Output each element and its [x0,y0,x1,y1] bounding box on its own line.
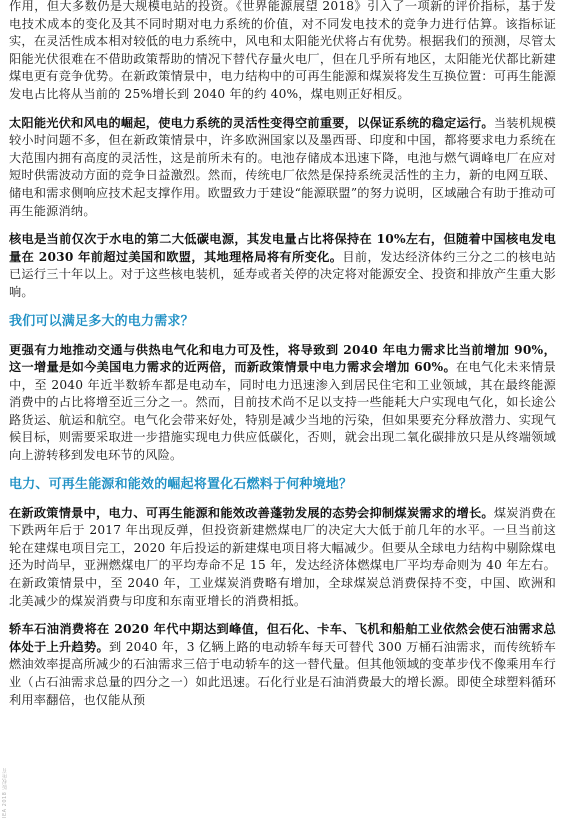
paragraph-gap [9,302,556,313]
paragraph-lead: 轿车石油消费将在 2020 年代中期达到峰值，但石化、卡车、飞机和船舶工业依然会使石油需求总体处于上升趋势。 [9,622,556,654]
copyright-side-mark: IEA 2018 版权所有 [2,767,8,818]
paragraph-gap [9,494,556,505]
paragraph-lead: 太阳能光伏和风电的崛起，使电力系统的灵活性变得空前重要，以保证系统的稳定运行。 [9,115,494,130]
paragraph-text: 作用，但大多数仍是大规模电站的投资。《世界能源展望 2018》引入了一项新的评价指标，基于发电技术成本的变化及其不同时期对电力系统的价值，对不同发电技术的竞争力进行估算。该指标证实，在灵活性成本相对较低的电力系统中，风电和太阳能光伏将占有优势。根据我们的预测，尽管太阳能光伏很难在不借助政策帮助的情况下替代存量火电厂，但在几乎所有地区，太阳能光伏都比新建煤电更有竞争优势。在新政策情景中，电力结构中的可再生能源和煤炭将发生互换位置：可再生能源发电占比将从当前的 25%增长到 2040 年的约 40%，煤电则正好相反。 [9,0,556,101]
paragraph-nuclear [9,231,556,301]
paragraph-text: 当装机规模较小时问题不多，但在新政策情景中，许多欧洲国家以及墨西哥、印度和中国，都将要求电力系统在大范围内拥有高度的灵活性，这是前所未有的。电池存储成本迅速下降，电池与燃气调峰电厂在应对短时供需波动方面的竞争日益激烈。然而，传统电厂依然是保持系统灵活性的主力，新的电网互联、储电和需求侧响应技术起支撑作用。欧盟致力于建设“能源联盟”的努力说明，区域融合有助于推动可再生能源消纳。 [9,115,556,218]
paragraph-gap [9,104,556,115]
paragraph-lead: 更强有力地推动交通与供热电气化和电力可及性，将导致到 2040 年电力需求比当前增加 90%，这一增量是如今美国电力需求的近两倍，而新政策情景中电力需求会增加 60%。 [9,342,556,375]
paragraph-lead: 核电是当前仅次于水电的第二大低碳电源，其发电量占比将保持在 10%左右，但随着中国核电发电量在 2030 年前超过美国和欧盟，其地理格局将有所变化。 [9,232,556,264]
paragraph-gap [9,610,556,621]
section-heading-electricity-demand: 我们可以满足多大的电力需求？ [9,313,194,329]
paragraph-text: 煤炭消费在下跌两年后于 2017 年出现反弹，但投资新建燃煤电厂的决定大大低于前几年的水平。一旦当前这轮在建煤电项目完工，2020 年后投运的新建煤电项目将大幅减少。但要从全球电力结构中剔除煤电还为时尚早，亚洲燃煤电厂的平均寿命不足 15 年，发达经济体燃煤电厂平均寿命则为 40 年左右。在新政策情景中，至 2040 年，工业煤炭消费略有增加，全球煤炭总消费保持不变，中国、欧洲和北美减少的煤炭消费与印度和东南亚增长的消费相抵。 [9,505,556,608]
paragraph-gap [9,331,556,342]
paragraph-oil [9,621,556,709]
paragraph-gap [9,465,556,476]
paragraph-text: 目前，发达经济体约三分之二的核电站已运行三十年以上。对于这些核电装机，延寿或者关停的决定将对能源安全、投资和排放产生重大影响。 [9,249,556,299]
paragraph-lead: 在新政策情景中，电力、可再生能源和能效改善蓬勃发展的态势会抑制煤炭需求的增长。 [9,505,494,520]
paragraph-power-competitiveness [9,0,556,104]
paragraph-electrification [9,342,556,465]
section-heading-fossil-fuels: 电力、可再生能源和能效的崛起将置化石燃料于何种境地？ [9,476,353,492]
paragraph-coal [9,505,556,611]
paragraph-text: 在电气化未来情景中，至 2040 年近半数轿车都是电动车，同时电力迅速渗入到居民住宅和工业领域，其在最终能源消费中的占比将增至近三分之一。然而，目前技术尚不足以支持一些能耗大户实现电气化，如长途公路货运、航运和航空。电气化会带来好处，特别是减少当地的污染，但如果要充分释放潜力、实现气候目标，则需要采取进一步措施实现电力供应低碳化，否则，就会出现二氧化碳排放只是从终端领域向上游转移到发电环节的风险。 [9,360,556,463]
paragraph-flexibility [9,115,556,221]
document-page [9,0,556,826]
paragraph-text: 到 2040 年，3 亿辆上路的电动轿车每天可替代 300 万桶石油需求，而传统轿车燃油效率提高所减少的石油需求三倍于电动轿车的这一替代量。但其他领域的变革步伐不像乘用车行业（占石油需求总量的四分之一）如此迅速。石化行业是石油消费最大的增长源。即使全球塑料循环利用率翻倍，也仅能从预 [9,639,556,707]
paragraph-gap [9,220,556,231]
